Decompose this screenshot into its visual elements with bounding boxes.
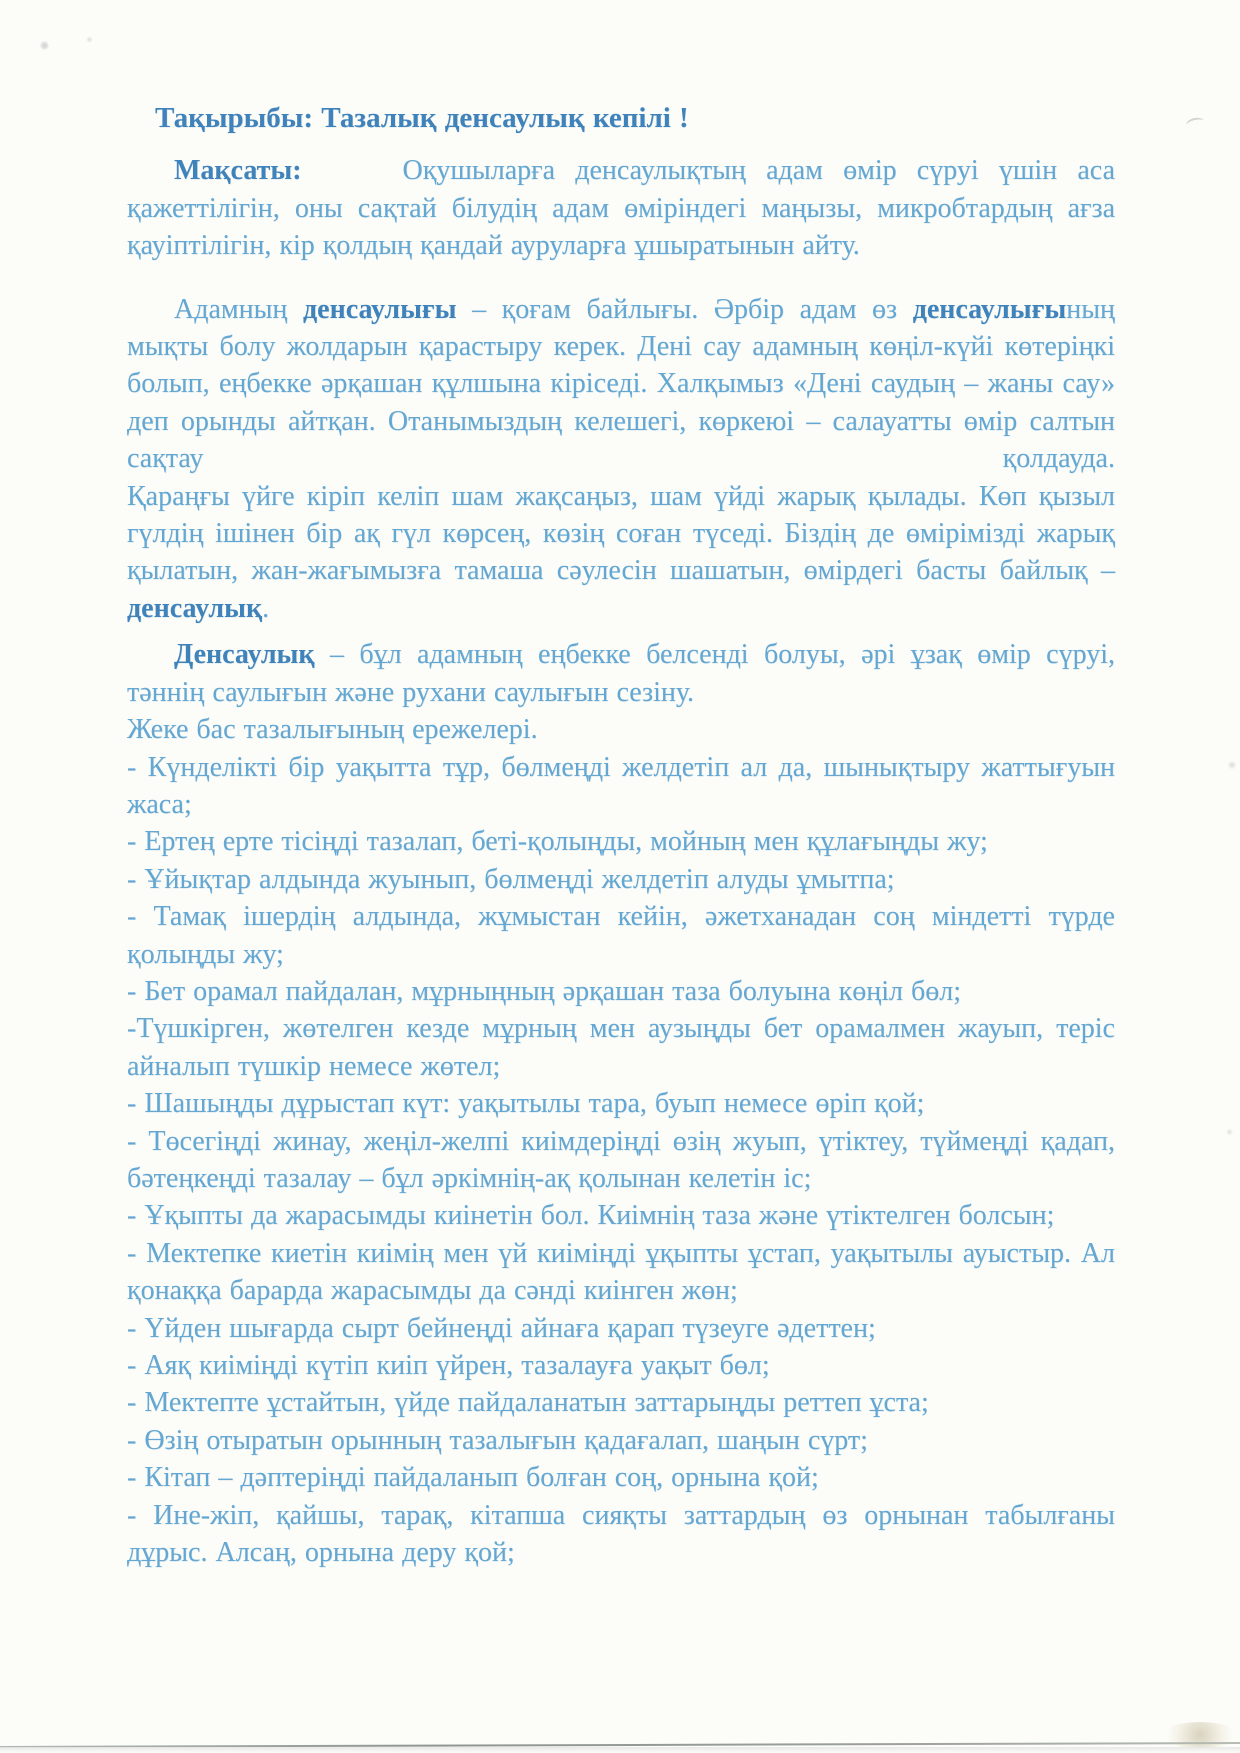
paragraph [127,152,1115,264]
paragraph [127,861,1115,898]
text-run: - Мектепке киетін киімің мен үй киіміңді ұқыпты ұстап, уақытылы ауыстыр. Ал қонаққа барарда жарасымды да сәнді киінген жөн; [127,1237,1115,1307]
text-run: Қараңғы үйге кіріп келіп шам жақсаңыз, шам үйді жарық қылады. Көп қызыл гүлдің ішінен бір ақ гүл көрсең, көзің соған түседі. Біздің де өмірімізді жарық қылатын, жан-жағымызға тамаша сәулесін шашатын, өмірдегі басты байлық – [127,480,1115,587]
text-run: - Төсегіңді жинау, жеңіл-желпі киімдеріңді өзің жуып, үтіктеу, түймеңді қадап, бәтеңкеңді тазалау – бұл әркімнің-ақ қолынан келетін іс; [127,1125,1115,1194]
paragraph [127,1235,1115,1310]
text-run: Оқушыларға денсаулықтың адам өмір сүруі үшін аса қажеттілігін, оны сақтай білудің адам өміріндегі маңызы, микробтардың ағза қауіптілігін, кір қолдың қандай ауруларға ұшыратынын айту. [127,155,1115,262]
scan-speck [40,41,49,50]
paragraph [127,1123,1115,1198]
document-title [127,100,1115,137]
document-body [127,100,1115,1571]
scan-edge-line [0,1742,1240,1748]
paragraph [127,749,1115,824]
text-run: - Ұйықтар алдында жуынып, бөлмеңді желдетіп алуды ұмытпа; [127,863,895,895]
bold-text: Тақырыбы: Тазалық денсаулық кепілі ! [155,102,689,134]
text-run: -Түшкірген, жөтелген кезде мұрның мен аузыңды бет орамалмен жауып, теріс айналып түшкір немесе жөтел; [127,1013,1115,1082]
text-run: - Үйден шығарда сырт бейнеңді айнаға қарап түзеуге әдеттен; [127,1312,876,1344]
text-run: - Күнделікті бір уақытта тұр, бөлмеңді желдетіп ал да, шынықтыру жаттығуын жаса; [127,751,1115,820]
bold-text: Мақсаты: [174,155,302,187]
paragraph [127,711,1115,748]
text-run: - Бет орамал пайдалан, мұрныңның әрқашан таза болуына көңіл бөл; [127,975,961,1007]
paragraph [127,1384,1115,1421]
paragraph [127,973,1115,1010]
paragraph [127,1197,1115,1234]
paragraph [127,898,1115,973]
text-run: - Шашыңды дұрыстап күт: уақытылы тара, буып немесе өріп қой; [127,1088,925,1120]
scan-pen-mark [1185,116,1205,131]
paragraph [127,1010,1115,1085]
text-run: - Өзің отыратын орынның тазалығын қадағалап, шаңын сүрт; [127,1424,868,1456]
paragraph [127,636,1115,711]
paragraph [127,823,1115,860]
paragraph [127,1459,1115,1496]
text-run: – бұл адамның еңбекке белсенді болуы, әрі ұзақ өмір сүруі, тәннің саулығын және рухани саулығын сезіну. [127,639,1115,708]
bold-text: денсаулығы [912,293,1067,325]
text-run: - Кітап – дәптеріңді пайдаланып болған соң, орнына қой; [127,1462,819,1494]
paragraph [127,1310,1115,1347]
scan-smudge [1160,1722,1240,1748]
bold-text: денсаулығы [302,293,457,325]
text-run: - Ертең ерте тісіңді тазалап, беті-қолыңды, мойның мен құлағыңды жу; [127,826,988,858]
text-run: - Ине-жіп, қайшы, тарақ, кітапша сияқты заттардың өз орнынан табылғаны дұрыс. Алсаң, орнына деру қой; [127,1499,1115,1569]
text-run: - Тамақ ішердің алдында, жұмыстан кейін, әжетханадан соң міндетті түрде қолыңды жу; [127,901,1115,970]
bold-text: Денсаулық [174,639,315,671]
text-run: - Мектепте ұстайтын, үйде пайдаланатын заттарыңды реттеп ұста; [127,1387,929,1419]
paragraph [127,478,1115,628]
paragraph [127,1422,1115,1459]
text-run: - Аяқ киіміңді күтіп киіп үйрен, тазалауға уақыт бөл; [127,1350,770,1381]
paragraph [127,1497,1115,1572]
paragraph [127,1347,1115,1384]
text-run: – қоғам байлығы. Әрбір адам өз [456,293,913,325]
text-run: Жеке бас тазалығының ережелері. [127,714,538,746]
text-run: ның мықты болу жолдарын қарастыру керек. Дені сау адамның көңіл-күйі көтеріңкі болып, еңбекке әрқашан құлшына кіріседі. Халқымыз «Дені саудың – жаны сау» деп орынды айтқан. Отанымыздың келешегі, көркеюі – салауатты өмір салтын сақтау қолдауда. [127,293,1115,475]
text-run: - Ұқыпты да жарасымды киінетін бол. Киімнің таза және үтіктелген болсын; [127,1200,1055,1232]
text-run: Адамның [174,293,303,325]
paragraph [127,291,1115,478]
text-run: . [262,592,270,624]
scan-speck [1228,760,1236,770]
bold-text: денсаулық [127,592,263,624]
scan-edge-shadow [0,1747,1240,1753]
scan-speck [1226,1128,1233,1136]
scan-speck [86,36,93,43]
paragraph [127,1085,1115,1122]
